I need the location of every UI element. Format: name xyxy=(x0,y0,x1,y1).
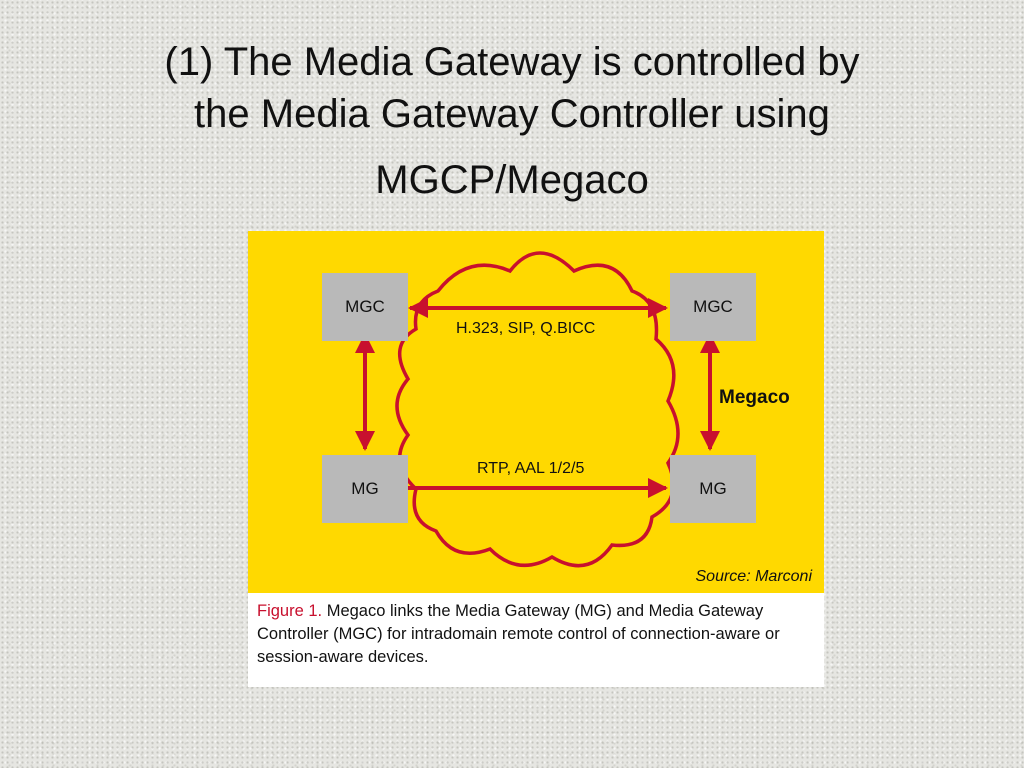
node-mg-right: MG xyxy=(670,455,756,523)
edge-label-bottom: RTP, AAL 1/2/5 xyxy=(477,460,585,477)
caption-text: Megaco links the Media Gateway (MG) and Media Gateway Controller (MGC) for intradomain remote control of connection-aware or session-aware devices. xyxy=(257,602,780,666)
edge-label-megaco: Megaco xyxy=(719,387,790,408)
diagram-panel xyxy=(248,231,824,593)
node-mgc-right: MGC xyxy=(670,273,756,341)
caption-label: Figure 1. xyxy=(257,602,323,620)
network-cloud xyxy=(397,253,678,566)
title-line-3: MGCP/Megaco xyxy=(375,158,649,202)
edge-label-top: H.323, SIP, Q.BICC xyxy=(456,320,596,337)
node-mg-left: MG xyxy=(322,455,408,523)
source-credit: Source: Marconi xyxy=(695,568,812,585)
node-mgc-left: MGC xyxy=(322,273,408,341)
title-line-2: the Media Gateway Controller using xyxy=(194,92,830,136)
figure-caption xyxy=(257,600,817,669)
slide-title xyxy=(0,36,1024,206)
figure xyxy=(248,231,824,687)
title-line-1: (1) The Media Gateway is controlled by xyxy=(164,40,860,84)
